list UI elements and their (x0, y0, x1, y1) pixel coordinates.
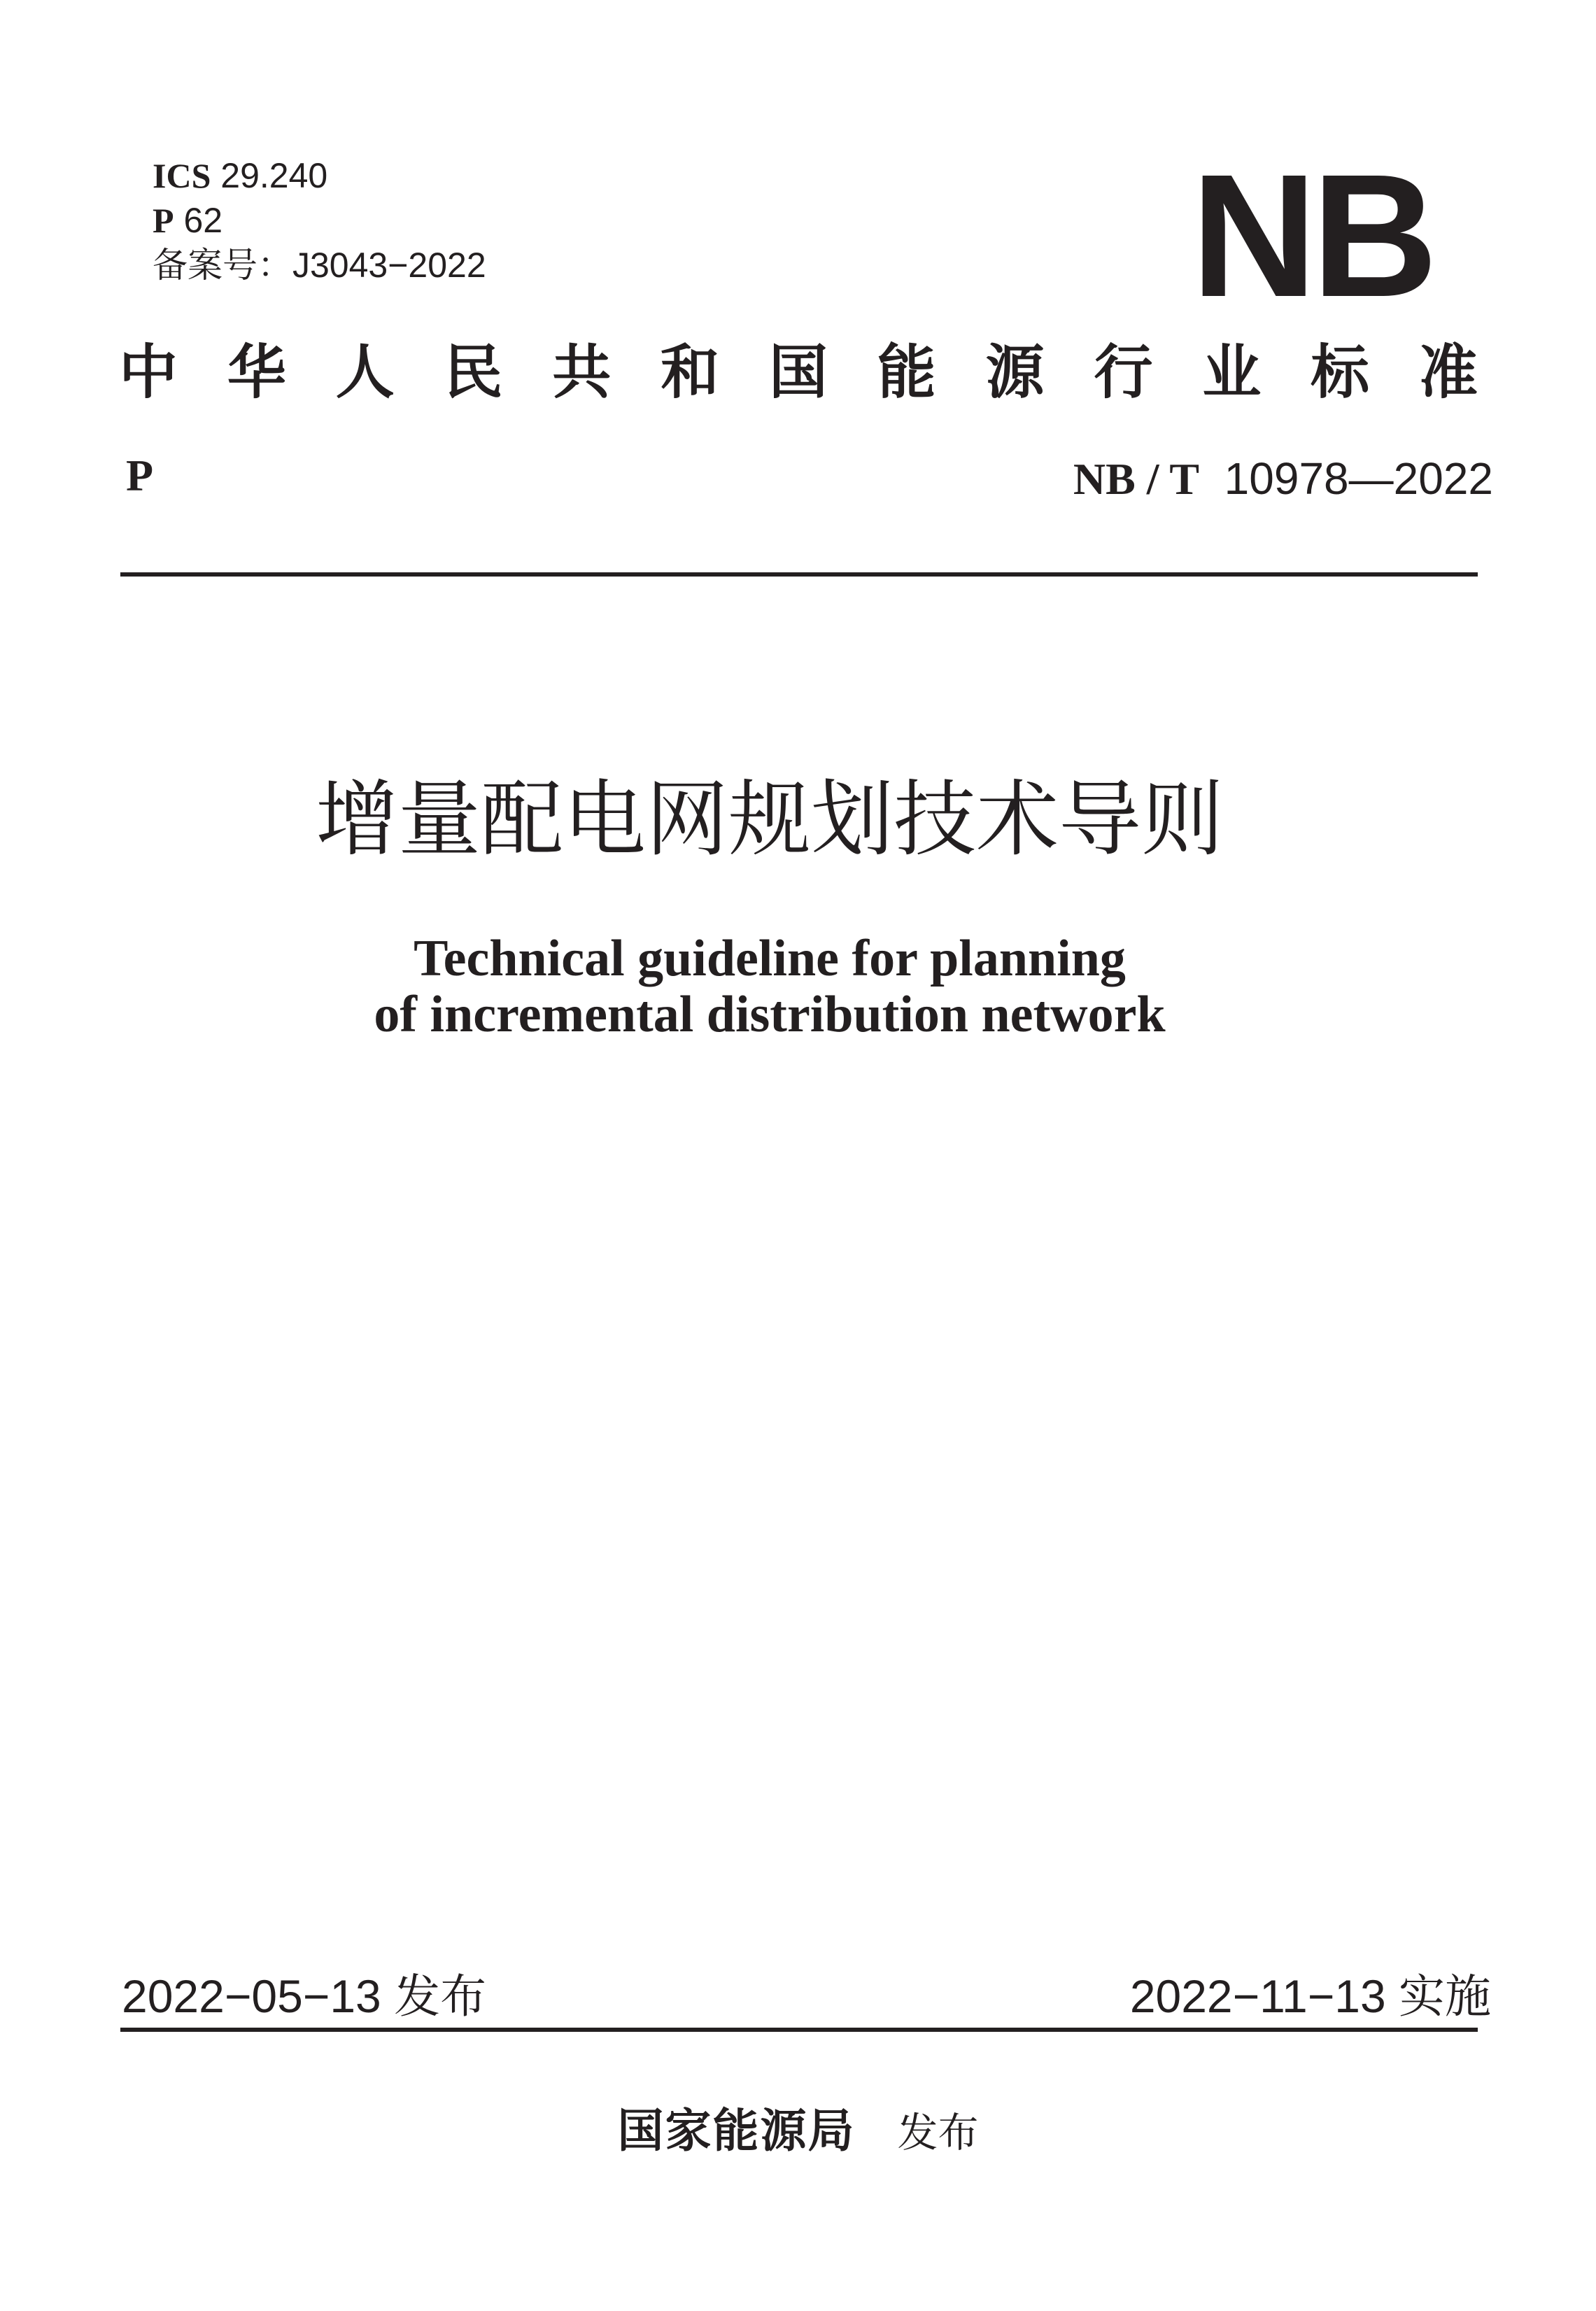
ics-code (153, 158, 327, 193)
publisher-verb: 发布 (897, 2109, 979, 2156)
heading-char: 源 (985, 337, 1045, 407)
ics-label: ICS (153, 156, 211, 195)
heading-char: 行 (1094, 337, 1153, 407)
top-divider (120, 572, 1478, 577)
publisher-org: 国家能源局 (617, 2103, 856, 2158)
record-value: J3043−2022 (292, 246, 486, 285)
heading-char: 和 (661, 337, 720, 407)
heading-char: 华 (227, 337, 286, 407)
chinese-title: 增量配电网规划技术导则 (315, 771, 1224, 868)
heading-char: 标 (1311, 337, 1370, 407)
standard-code-number: 10978—2022 (1224, 453, 1493, 504)
standard-code (1073, 453, 1493, 504)
english-title (0, 931, 1539, 1043)
industry-standard-heading (119, 337, 1478, 407)
classification-code (153, 203, 223, 238)
record-number (153, 248, 486, 283)
heading-char: 中 (119, 337, 178, 407)
heading-char: 业 (1202, 337, 1262, 407)
nb-logo: NB (1191, 138, 1433, 333)
issue-date: 2022−05−13 发布 (122, 1970, 487, 2022)
category-letter: P (126, 451, 154, 500)
ics-value: 29.240 (220, 156, 328, 195)
heading-char: 共 (552, 337, 612, 407)
heading-char: 国 (768, 337, 828, 407)
classification-label: P (153, 201, 174, 240)
english-title-line-1: Technical guideline for planning (414, 930, 1126, 987)
heading-char: 能 (877, 337, 936, 407)
heading-char: 民 (444, 337, 503, 407)
classification-value: 62 (183, 201, 223, 240)
english-title-line-2: of incremental distribution network (374, 986, 1166, 1043)
heading-char: 准 (1418, 337, 1478, 407)
implementation-date: 2022−11−13 实施 (1129, 1970, 1491, 2022)
publisher (0, 2103, 1596, 2158)
bottom-divider (120, 2028, 1478, 2032)
heading-char: 人 (335, 337, 395, 407)
record-label: 备案号： (153, 246, 292, 285)
standard-code-prefix: NB / T (1073, 454, 1200, 504)
